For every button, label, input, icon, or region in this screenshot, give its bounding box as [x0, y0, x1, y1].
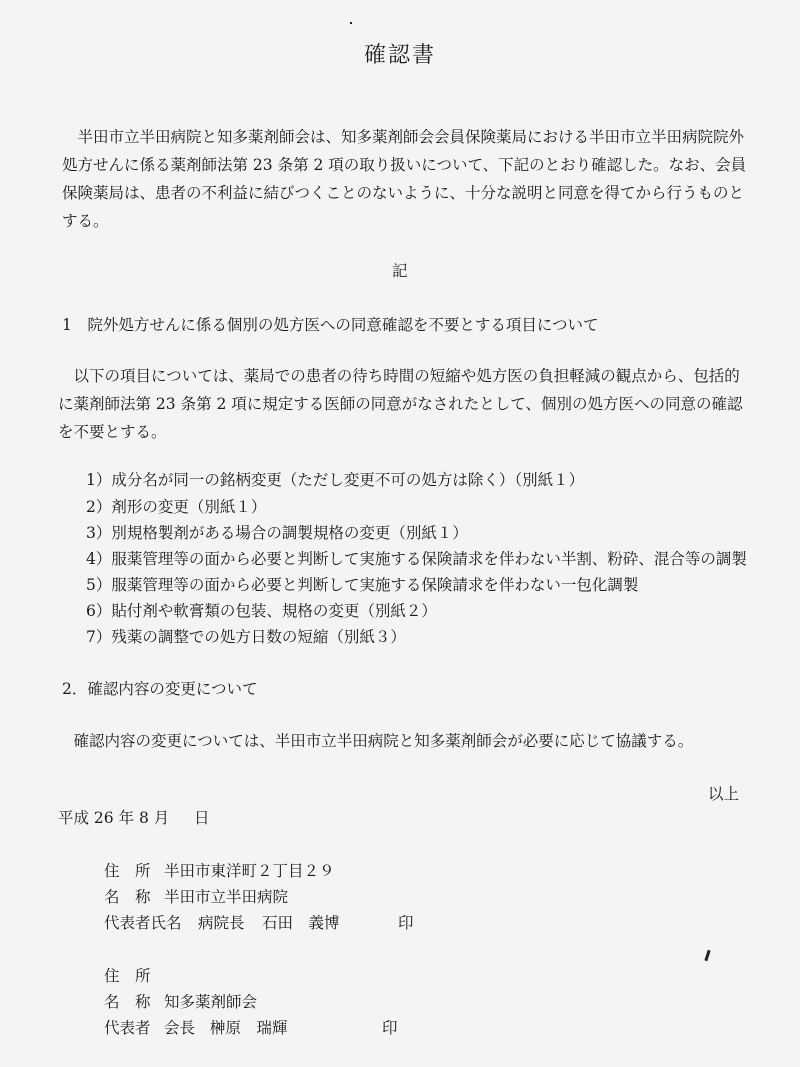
item-1: 1）成分名が同一の銘柄変更（ただし変更不可の処方は除く）（別紙１） [86, 471, 585, 489]
party2-name-label: 名 称 [104, 993, 151, 1011]
intro-line-4: する。 [62, 212, 109, 230]
section1-heading: 1 院外処方せんに係る個別の処方医への同意確認を不要とする項目について [62, 316, 599, 334]
item-4: 4）服薬管理等の面から必要と判断して実施する保険請求を伴わない半割、粉砕、混合等の調製 [86, 550, 747, 568]
party1-address: 半田市東洋町２丁目２９ [164, 862, 335, 880]
item-6: 6）貼付剤や軟膏類の包装、規格の変更（別紙２） [86, 602, 437, 620]
party1-seal: 印 [398, 914, 414, 932]
intro-line-3: 保険薬局は、患者の不利益に結びつくことのないように、十分な説明と同意を得てから行うものと [62, 184, 745, 202]
party1-name-label: 名 称 [104, 888, 151, 906]
section1-body-line-3: を不要とする。 [58, 423, 167, 441]
item-2: 2）剤形の変更（別紙１） [86, 498, 267, 516]
party2-rep-name: 榊原 瑞輝 [210, 1019, 288, 1037]
date-day: 日 [194, 809, 210, 827]
party1-rep-title: 病院長 [198, 914, 245, 932]
section1-body-line-2: に薬剤師法第 23 条第 2 項に規定する医師の同意がなされたとして、個別の処方医への同意の確認 [58, 395, 743, 413]
party2-rep-title: 会長 [164, 1019, 196, 1037]
intro-line-2: 処方せんに係る薬剤師法第 23 条第 2 項の取り扱いについて、下記のとおり確認した。なお、会員 [62, 156, 747, 174]
item-7: 7）残薬の調整での処方日数の短縮（別紙３） [86, 628, 406, 646]
scan-mark [704, 950, 710, 961]
party1-name: 半田市立半田病院 [164, 888, 289, 906]
ki-heading: 記 [392, 262, 408, 280]
party1-rep-name: 石田 義博 [262, 914, 340, 932]
date-year-month: 平成 26 年 8 月 [58, 809, 170, 827]
party2-address-label: 住 所 [104, 967, 151, 985]
scan-speck [350, 22, 352, 24]
party2-seal: 印 [382, 1019, 398, 1037]
party1-rep-label: 代表者氏名 [104, 914, 182, 932]
closing-ijou: 以上 [708, 785, 740, 803]
item-5: 5）服薬管理等の面から必要と判断して実施する保険請求を伴わない一包化調製 [86, 576, 639, 594]
section2-heading: 2．確認内容の変更について [62, 680, 258, 698]
intro-line-1: 半田市立半田病院と知多薬剤師会は、知多薬剤師会会員保険薬局における半田市立半田病院院外 [62, 128, 745, 146]
section2-body: 確認内容の変更については、半田市立半田病院と知多薬剤師会が必要に応じて協議する。 [58, 732, 694, 750]
item-3: 3）別規格製剤がある場合の調製規格の変更（別紙１） [86, 524, 468, 542]
party1-address-label: 住 所 [104, 862, 151, 880]
section1-body-line-1: 以下の項目については、薬局での患者の待ち時間の短縮や処方医の負担軽減の観点から、包括的 [58, 367, 740, 385]
party2-name: 知多薬剤師会 [164, 993, 258, 1011]
document-title: 確認書 [363, 43, 436, 68]
party2-rep-label: 代表者 [104, 1019, 151, 1037]
